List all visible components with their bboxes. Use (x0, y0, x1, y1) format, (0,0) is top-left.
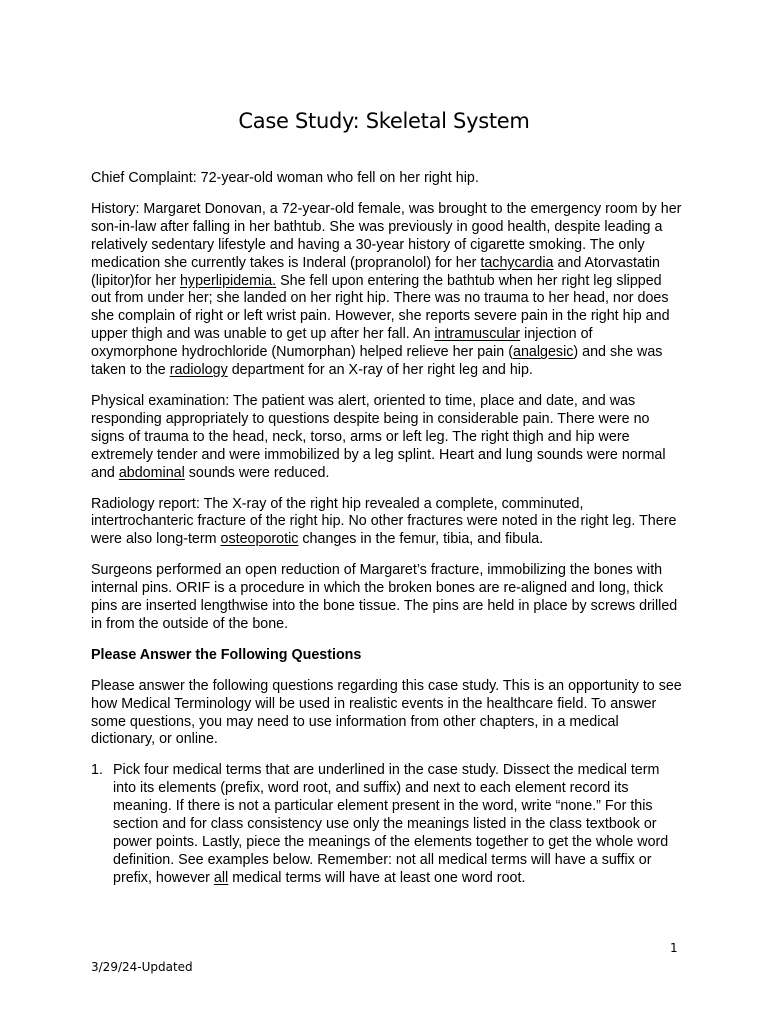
radiology-text: changes in the femur, tibia, and fibula. (298, 531, 544, 548)
history-text: department for an X-ray of her right leg and hip. (227, 362, 533, 379)
physical-exam-paragraph (91, 393, 683, 483)
history-text: She fell upon entering the bathtub when her right leg slipped out from under her; she landed on her right hip. There was no trauma to her head, nor does she complain of right or left wrist pain. However, she reports severe pain in the right hip and upper thigh and was unable to get up after her fall. An (91, 272, 670, 343)
questions-heading: Please Answer the Following Questions (91, 646, 362, 663)
chief-complaint-paragraph: Chief Complaint: 72-year-old woman who fell on her right hip. (91, 170, 479, 186)
questions-intro-paragraph: Please answer the following questions regarding this case study. This is an opportunity to see how Medical Terminology will be used in realistic events in the healthcare field. To answer some questions, you may need to use information from other chapters, in a medical dictionary, or online. (91, 677, 682, 748)
history-text: and Atorvastatin (lipitor)for her (91, 254, 661, 289)
footer-date: 3/29/24-Updated (91, 960, 193, 974)
page-title: Case Study: Skeletal System (238, 109, 530, 133)
underlined-word-all: all (213, 869, 229, 886)
history-paragraph (91, 201, 683, 380)
underlined-term-analgesic: analgesic (513, 344, 574, 361)
physical-text: sounds were reduced. (184, 464, 330, 481)
underlined-term-intramuscular: intramuscular (434, 326, 521, 343)
radiology-report-paragraph (91, 496, 683, 550)
question-item (91, 762, 683, 887)
underlined-term-radiology: radiology (169, 362, 228, 379)
question-text-part: Pick four medical terms that are underlined in the case study. Dissect the medical term into its elements (prefix, word root, and suffix) and next to each element record its meaning. If there is not a particular element present in the word, write “none.” For this section and for class consistency use only the meanings listed in the class textbook or power points. Lastly, piece the meanings of the elements together to get the whole word definition. See examples below. Remember: not all medical terms will have a suffix or prefix, however (113, 762, 669, 886)
history-text: injection of oxymorphone hydrochloride (Numorphan) helped relieve her pain ( (91, 326, 593, 361)
question-text-part: medical terms will have at least one word root. (228, 869, 526, 886)
underlined-term-osteoporotic: osteoporotic (220, 531, 299, 548)
history-text: ) and she was taken to the (91, 344, 663, 379)
page-number: 1 (670, 941, 678, 955)
underlined-term-abdominal: abdominal (118, 464, 185, 481)
surgery-paragraph: Surgeons performed an open reduction of Margaret’s fracture, immobilizing the bones with internal pins. ORIF is a procedure in which the broken bones are re-aligned and long, thick pins are inserted lengthwise into the bone tissue. The pins are held in place by screws drilled in from the outside of the bone. (91, 562, 678, 632)
underlined-term-hyperlipidemia: hyperlipidemia. (179, 272, 277, 289)
history-text: History: Margaret Donovan, a 72-year-old female, was brought to the emergency room by her son-in-law after falling in her bathtub. She was previously in good health, despite leading a relatively sedentary lifestyle and having a 30-year history of cigarette smoking. The only medication she currently takes is Inderal (propranolol) for her (91, 200, 682, 271)
radiology-text: Radiology report: The X-ray of the right hip revealed a complete, comminuted, intertrochanteric fracture of the right hip. No other fractures were noted in the right leg. There were also long-term (91, 495, 677, 548)
document-body (91, 170, 683, 888)
question-number: 1. (91, 762, 103, 779)
question-text (113, 762, 683, 887)
underlined-term-tachycardia: tachycardia (480, 254, 554, 271)
physical-text: Physical examination: The patient was alert, oriented to time, place and date, and was responding appropriately to questions despite being in considerable pain. There were no signs of trauma to the head, neck, torso, arms or left leg. The right thigh and hip were extremely tender and were immobilized by a leg splint. Heart and lung sounds were normal and (91, 392, 666, 481)
